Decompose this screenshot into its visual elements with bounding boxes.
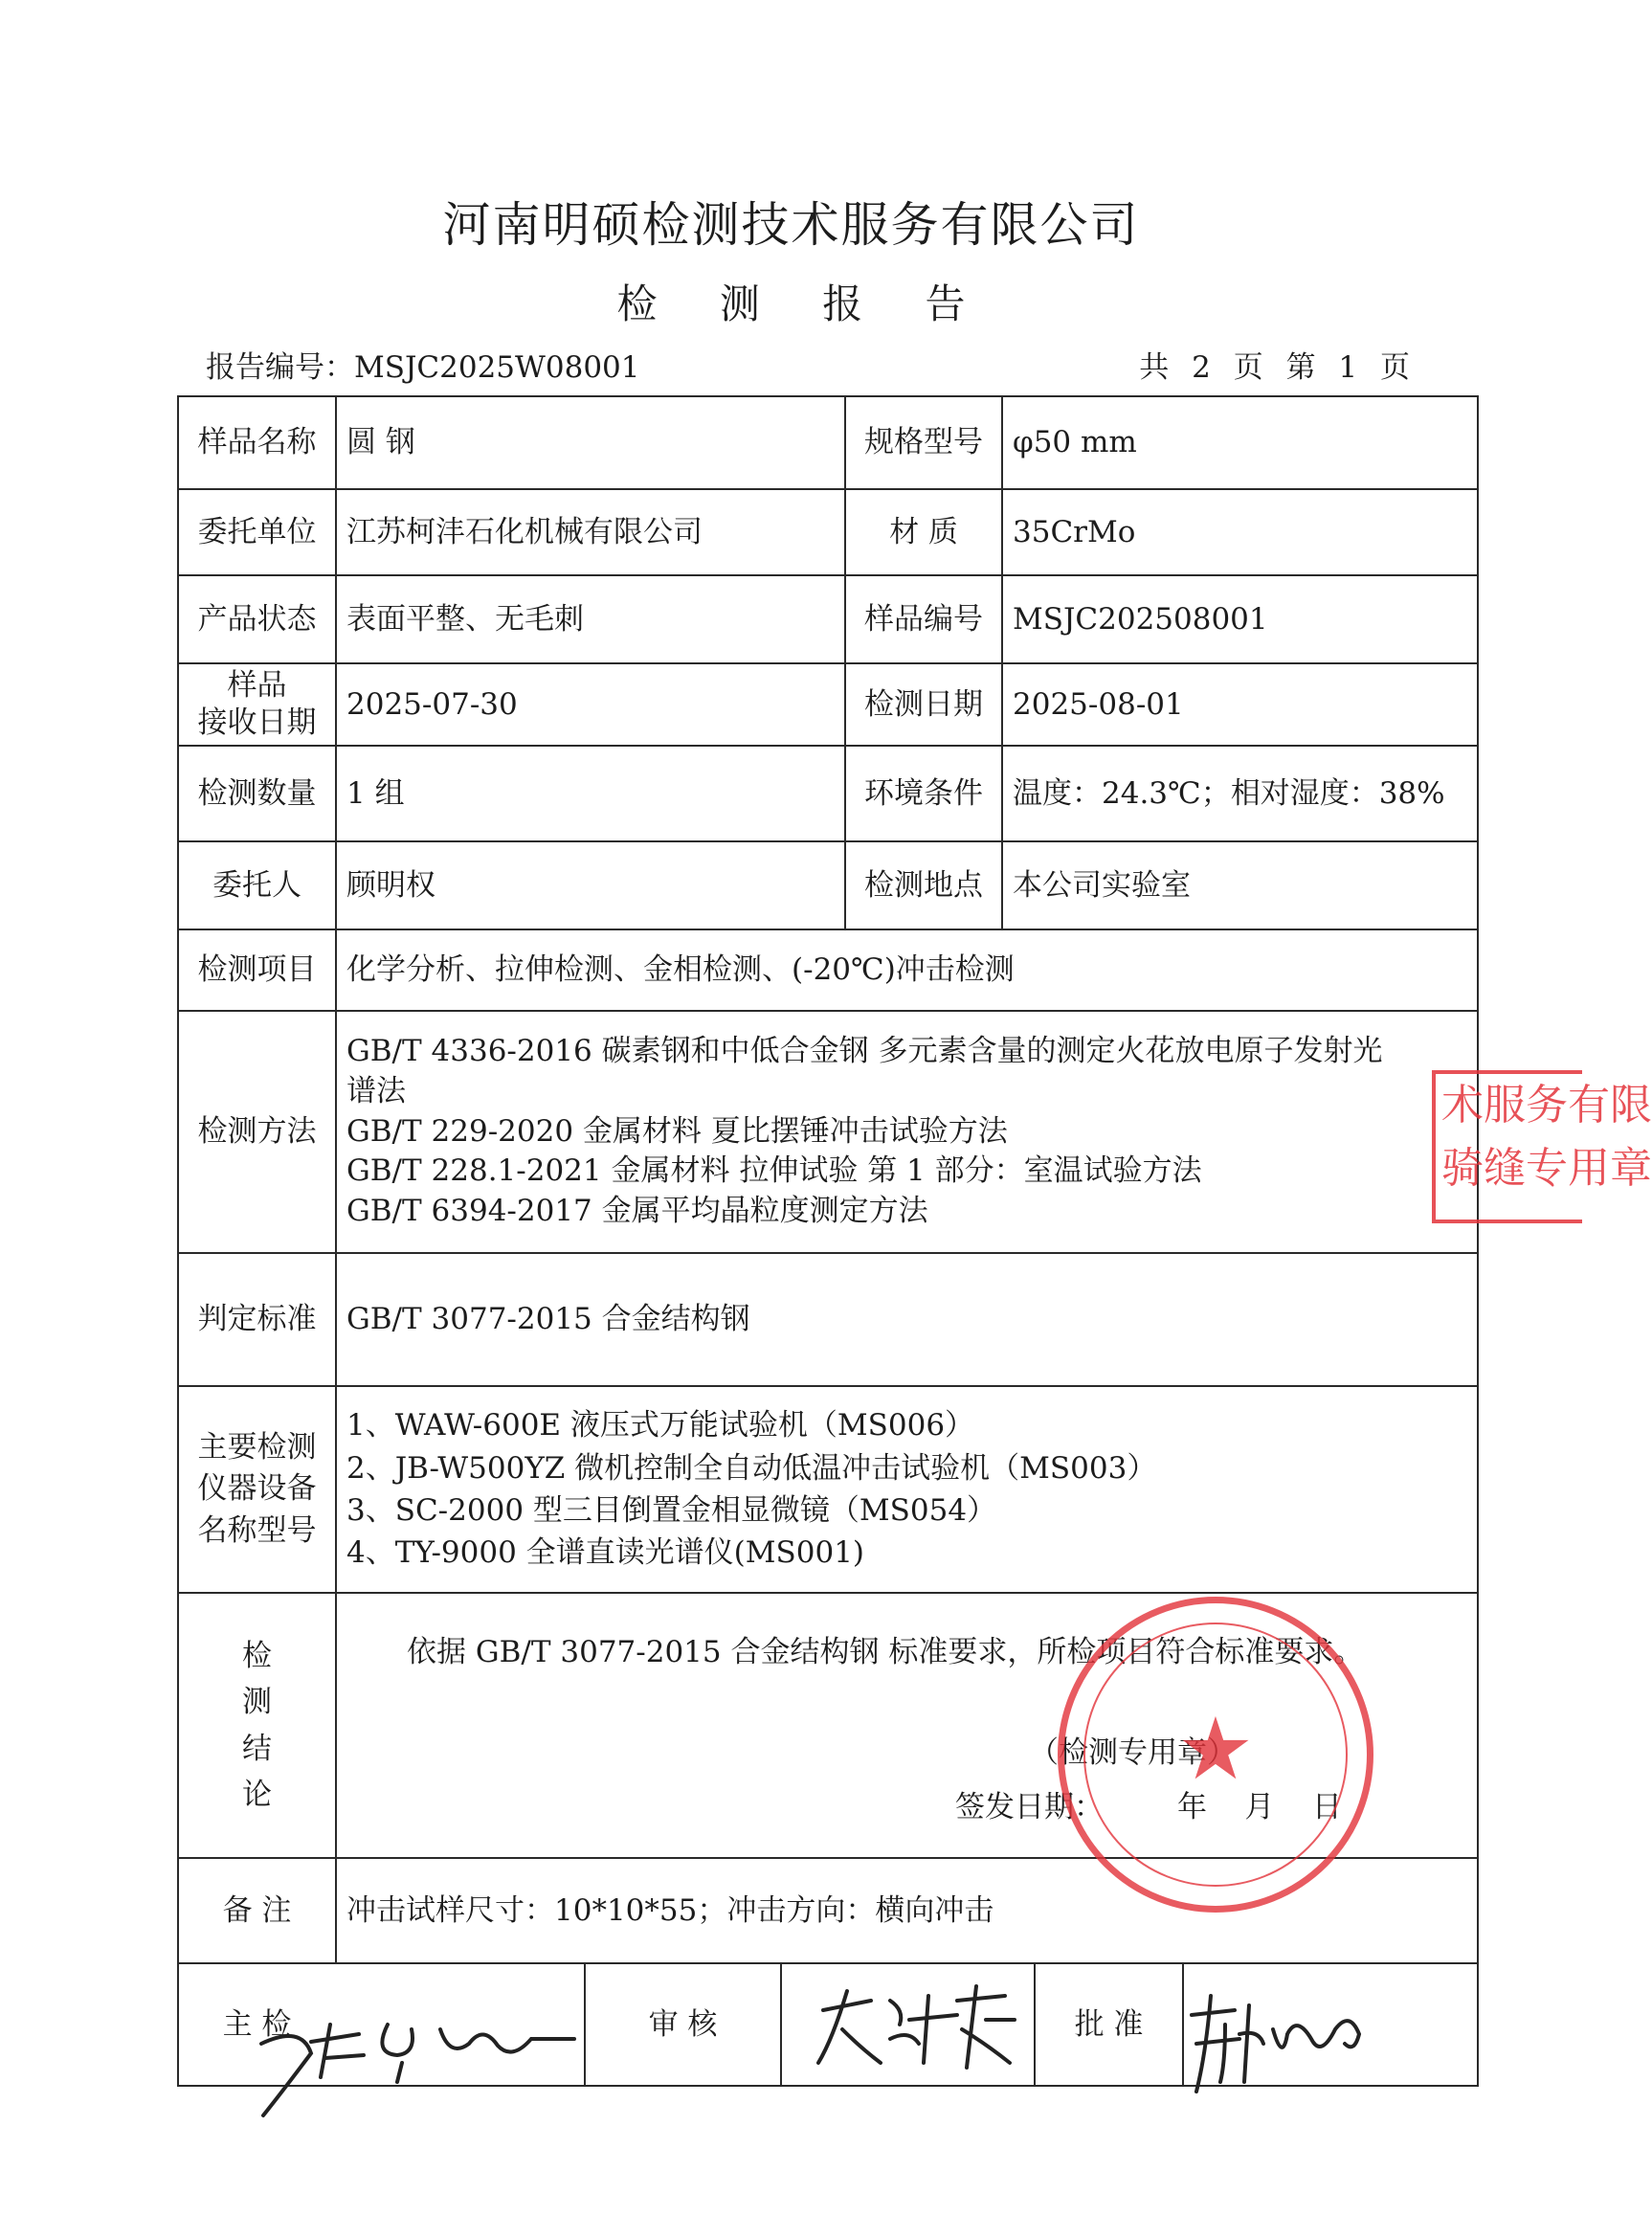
label-equipment-line: 仪器设备 bbox=[197, 1471, 317, 1507]
company-name: 河南明硕检测技术服务有限公司 bbox=[442, 197, 1140, 253]
value-client: 江苏柯沣石化机械有限公司 bbox=[346, 514, 703, 549]
method-line: GB/T 228.1-2021 金属材料 拉伸试验 第 1 部分：室温试验方法 bbox=[346, 1153, 1202, 1189]
label-remarks: 备 注 bbox=[222, 1892, 292, 1928]
method-line: 谱法 bbox=[346, 1073, 406, 1108]
reviewer-signature bbox=[794, 1972, 1024, 2087]
label-sample-name: 样品名称 bbox=[197, 425, 317, 460]
label-receive-date-line1: 样品 bbox=[227, 668, 287, 704]
label-approver: 批 准 bbox=[1074, 2006, 1144, 2042]
method-line: GB/T 229-2020 金属材料 夏比摆锤冲击试验方法 bbox=[346, 1113, 1008, 1149]
value-test-date: 2025-08-01 bbox=[1013, 686, 1184, 722]
label-conclusion bbox=[179, 1594, 335, 1857]
report-title: 检 测 报 告 bbox=[616, 280, 991, 327]
report-number: 报告编号：MSJC2025W08001 bbox=[206, 350, 640, 385]
label-equipment-line: 名称型号 bbox=[197, 1512, 317, 1548]
value-standard: GB/T 3077-2015 合金结构钢 bbox=[346, 1302, 750, 1337]
page-indicator: 共 2 页 第 1 页 bbox=[1139, 350, 1410, 385]
conclusion-text: 依据 GB/T 3077-2015 合金结构钢 标准要求，所检项目符合标准要求。 bbox=[407, 1635, 1364, 1669]
value-test-methods bbox=[337, 1012, 1476, 1252]
label-receive-date-line2: 接收日期 bbox=[197, 705, 317, 740]
label-equipment-line: 主要检测 bbox=[197, 1429, 317, 1465]
label-conclusion-char: 论 bbox=[242, 1777, 272, 1812]
label-material: 材 质 bbox=[889, 514, 958, 549]
seam-seal-stamp bbox=[1432, 1070, 1652, 1223]
issue-date-fields: 年 月 日 bbox=[1177, 1790, 1342, 1824]
issue-date-label: 签发日期： bbox=[955, 1790, 1104, 1824]
label-client: 委托单位 bbox=[197, 514, 317, 549]
approver-signature bbox=[1168, 1977, 1388, 2120]
label-test-date: 检测日期 bbox=[864, 686, 983, 722]
label-consignor: 委托人 bbox=[212, 867, 301, 903]
label-test-methods: 检测方法 bbox=[197, 1114, 317, 1150]
value-equipment bbox=[337, 1387, 1476, 1592]
value-sample-no: MSJC202508001 bbox=[1013, 601, 1268, 637]
seal-note: （检测专用章） bbox=[1029, 1735, 1237, 1770]
label-conclusion-char: 检 bbox=[242, 1638, 272, 1673]
equipment-line: 3、SC-2000 型三目倒置金相显微镜（MS054） bbox=[346, 1493, 997, 1528]
label-inspector: 主 检 bbox=[222, 2006, 292, 2042]
label-location: 检测地点 bbox=[864, 867, 983, 903]
method-line: GB/T 4336-2016 碳素钢和中低合金钢 多元素含量的测定火花放电原子发射光 bbox=[346, 1033, 1383, 1068]
value-spec-model: φ50 mm bbox=[1013, 425, 1137, 460]
label-conclusion-char: 结 bbox=[242, 1731, 272, 1766]
label-test-items: 检测项目 bbox=[197, 952, 317, 988]
seam-seal-line: 术服务有限 bbox=[1441, 1081, 1652, 1130]
value-location: 本公司实验室 bbox=[1013, 867, 1191, 903]
label-environment: 环境条件 bbox=[864, 775, 983, 811]
value-remarks: 冲击试样尺寸：10*10*55；冲击方向：横向冲击 bbox=[346, 1892, 994, 1928]
label-quantity: 检测数量 bbox=[197, 775, 317, 811]
label-product-state: 产品状态 bbox=[197, 601, 317, 637]
method-line: GB/T 6394-2017 金属平均晶粒度测定方法 bbox=[346, 1194, 928, 1229]
equipment-line: 1、WAW-600E 液压式万能试验机（MS006） bbox=[346, 1408, 975, 1444]
equipment-line: 4、TY-9000 全谱直读光谱仪(MS001) bbox=[346, 1535, 865, 1571]
label-conclusion-char: 测 bbox=[242, 1685, 272, 1720]
value-test-items: 化学分析、拉伸检测、金相检测、(-20℃)冲击检测 bbox=[346, 952, 1015, 988]
value-consignor: 顾明权 bbox=[346, 867, 435, 903]
label-receive-date bbox=[179, 664, 335, 745]
value-receive-date: 2025-07-30 bbox=[346, 686, 518, 722]
value-environment: 温度：24.3℃；相对湿度：38% bbox=[1013, 775, 1445, 811]
company-seal-stamp bbox=[1058, 1597, 1373, 1913]
seam-seal-line: 骑缝专用章 bbox=[1441, 1144, 1652, 1193]
label-reviewer: 审 核 bbox=[648, 2006, 718, 2042]
label-standard: 判定标准 bbox=[197, 1302, 317, 1337]
label-spec-model: 规格型号 bbox=[864, 425, 983, 460]
value-material: 35CrMo bbox=[1013, 514, 1136, 549]
label-sample-no: 样品编号 bbox=[864, 601, 983, 637]
equipment-line: 2、JB-W500YZ 微机控制全自动低温冲击试验机（MS003） bbox=[346, 1450, 1157, 1486]
value-quantity: 1 组 bbox=[346, 775, 405, 811]
value-sample-name: 圆 钢 bbox=[346, 425, 415, 460]
star-icon: ★ bbox=[1176, 1699, 1255, 1800]
inspector-signature bbox=[244, 1986, 598, 2130]
label-equipment bbox=[179, 1387, 335, 1592]
value-product-state: 表面平整、无毛刺 bbox=[346, 601, 584, 637]
